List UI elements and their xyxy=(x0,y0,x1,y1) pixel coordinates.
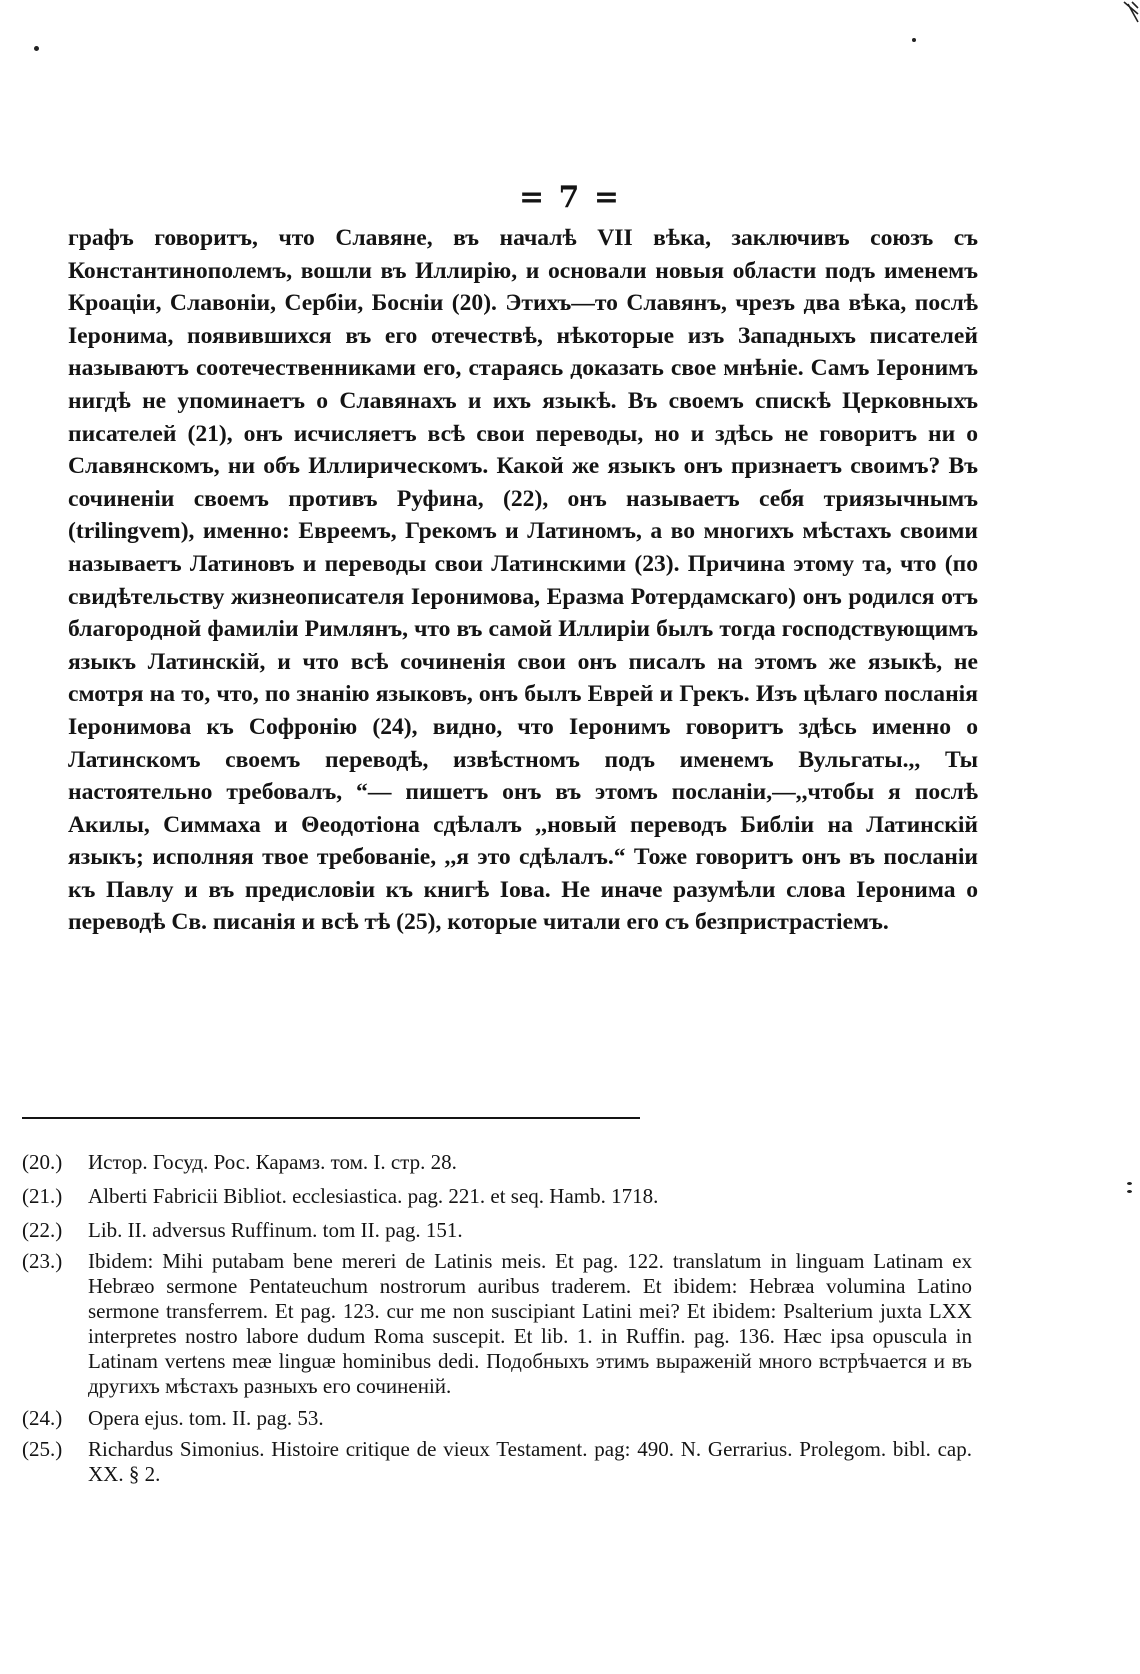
ink-speck xyxy=(34,46,39,51)
footnote xyxy=(22,1403,972,1433)
footnote-number: (22.) xyxy=(22,1218,63,1242)
ink-speck xyxy=(1127,1182,1132,1185)
footnote xyxy=(22,1147,972,1177)
footnote-divider xyxy=(22,1117,640,1119)
footnotes xyxy=(22,1147,972,1491)
page-number: = 7 = xyxy=(518,180,622,215)
footnote-number: (23.) xyxy=(22,1249,63,1273)
footnote xyxy=(22,1215,972,1245)
footnote-number: (20.) xyxy=(22,1150,63,1174)
footnote-number: (21.) xyxy=(22,1184,63,1208)
footnote-text: Lib. II. adversus Ruffinum. tom II. pag. 151. xyxy=(88,1218,463,1242)
footnote-text: Alberti Fabricii Bibliot. ecclesiastica. pag. 221. et seq. Hamb. 1718. xyxy=(88,1184,659,1208)
page-edge-scribble xyxy=(1120,0,1140,40)
footnote-text: Richardus Simonius. Histoire critique de vieux Testament. pag: 490. N. Gerrarius. Prolegom. bibl. cap. XX. § 2. xyxy=(88,1437,972,1486)
footnote xyxy=(22,1181,972,1211)
footnote-number: (24.) xyxy=(22,1406,63,1430)
footnote-text: Ibidem: Mihi putabam bene mereri de Latinis meis. Et pag. 122. translatum in linguam Latinam ex Hebræo sermone Pentateuchum nostrorum auribus traderem. Et ibidem: Hebræa volumina Latino sermone transferrem. Et pag. 123. cur me non suscipiant Latini mei? Et ibidem: Psalterium juxta LXX interpretes nostro labore dudum Roma suscepit. Et lib. 1. in Ruffin. pag. 136. Hæc ipsa opuscula in Latinam vertens meæ linguæ hominibus dedi. Подобныхъ этимъ выраженій много встрѣчается и въ другихъ мѣстахъ разныхъ его сочиненій. xyxy=(88,1249,972,1398)
ink-speck xyxy=(912,38,916,42)
footnote-number: (25.) xyxy=(22,1437,63,1461)
footnote-text: Opera ejus. tom. II. pag. 53. xyxy=(88,1406,324,1430)
footnote xyxy=(22,1249,972,1399)
footnote-text: Истор. Госуд. Рос. Карамз. том. I. стр. 28. xyxy=(88,1150,457,1174)
body-paragraph: графъ говоритъ, что Славяне, въ началѣ VII вѣка, заключивъ союзъ съ Константинополемъ, вошли въ Иллирію, и основали новыя области подъ именемъ Кроаціи, Славоніи, Сербіи, Босніи (20). Этихъ—то Славянъ, чрезъ два вѣка, послѣ Іеронима, появившихся въ его отечествѣ, нѣкоторые изъ Западныхъ писателей называютъ соотечественниками его, стараясь доказать свое мнѣніе. Самъ Іеронимъ нигдѣ не упоминаетъ о Славянахъ и ихъ языкѣ. Въ своемъ спискѣ Церковныхъ писателей (21), онъ исчисляетъ всѣ свои переводы, но и здѣсь не говоритъ ни о Славянскомъ, ни объ Иллирическомъ. Какой же языкъ онъ признаетъ своимъ? Въ сочиненіи своемъ противъ Руфина, (22), онъ называетъ себя триязычнымъ (trilingvem), именно: Евреемъ, Грекомъ и Латиномъ, а во многихъ мѣстахъ своими называетъ Латиновъ и переводы свои Латинскими (23). Причина этому та, что (по свидѣтельству жизнеописателя Іеронимова, Еразма Ротердамскаго) онъ родился отъ благородной фамиліи Римлянъ, что въ самой Иллиріи былъ тогда господствующимъ языкъ Латинскій, и что всѣ сочиненія свои онъ писалъ на этомъ же языкѣ, не смотря на то, что, по знанію языковъ, онъ былъ Еврей и Грекъ. Изъ цѣлаго посланія Іеронимова къ Софронію (24), видно, что Іеронимъ говоритъ здѣсь именно о Латинскомъ своемъ переводѣ, извѣстномъ подъ именемъ Вульгаты.,, Ты настоятельно требовалъ, “— пишетъ онъ въ этомъ посланіи,—,,чтобы я послѣ Акилы, Симмаха и Θеодотіона сдѣлалъ ,,новый переводъ Библіи на Латинскій языкъ; исполняя твое требованіе, ,,я это сдѣлалъ.“ Тоже говоритъ онъ въ посланіи къ Павлу и въ предисловіи къ книгѣ Іова. Не иначе разумѣли слова Іеронима о переводѣ Св. писанія и всѣ тѣ (25), которые читали его съ безпристрастіемъ. xyxy=(68,225,978,936)
ink-speck xyxy=(1127,1190,1132,1193)
footnote xyxy=(22,1437,972,1487)
